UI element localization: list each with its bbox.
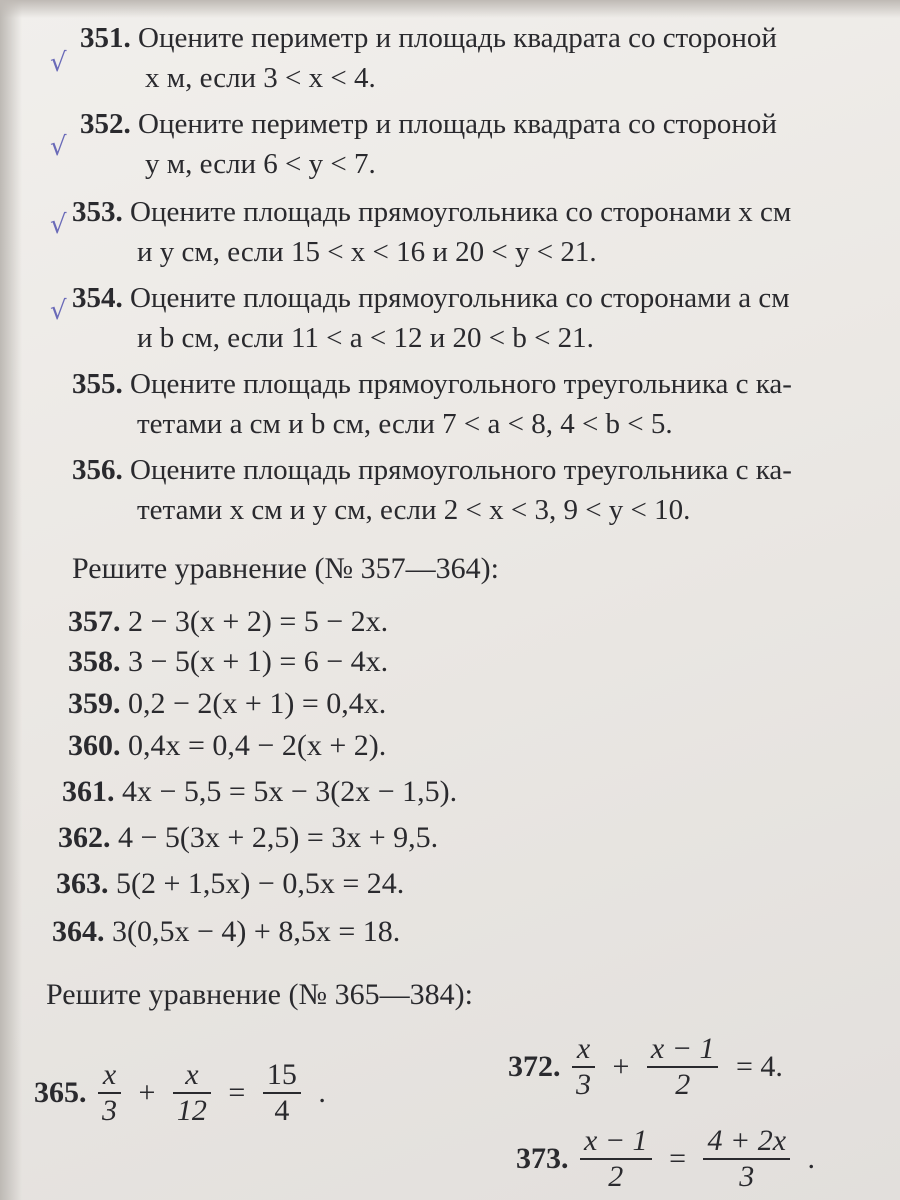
equation-number: 373.: [516, 1142, 569, 1175]
equation-text: 5(2 + 1,5x) − 0,5x = 24.: [116, 867, 405, 900]
equation-number: 362.: [58, 821, 111, 854]
numerator: x: [173, 1058, 211, 1094]
equation-357: [68, 602, 388, 642]
problem-text-line1: Оцените площадь прямоугольного треугольника с ка-: [130, 454, 792, 486]
problem-text-line1: Оцените периметр и площадь квадрата со стороной: [138, 108, 777, 140]
numerator: x: [98, 1058, 121, 1094]
check-mark-354: √: [50, 296, 67, 326]
equation-361: [62, 772, 457, 812]
check-mark-353: √: [50, 210, 67, 240]
equation-373: [516, 1124, 821, 1194]
fraction: [703, 1124, 790, 1194]
problem-text-line1: Оцените периметр и площадь квадрата со стороной: [138, 22, 777, 54]
numerator: x − 1: [580, 1124, 652, 1160]
denominator: 12: [176, 1094, 207, 1127]
denominator: 3: [102, 1094, 117, 1127]
equation-number: 361.: [62, 775, 115, 808]
equation-text: 4 − 5(3x + 2,5) = 3x + 9,5.: [118, 821, 439, 854]
equation-number: 357.: [68, 605, 121, 638]
equation-372: [508, 1032, 789, 1102]
denominator: 4: [274, 1094, 290, 1127]
fraction: [173, 1058, 211, 1128]
problem-text-line2: тетами x см и y см, если 2 < x < 3, 9 < y < 10.: [137, 494, 691, 526]
equation-number: 358.: [68, 645, 121, 678]
plus-sign: +: [138, 1076, 156, 1109]
equation-text: 3 − 5(x + 1) = 6 − 4x.: [128, 645, 389, 678]
period: .: [807, 1142, 816, 1175]
problem-number: 355.: [72, 368, 123, 400]
period: .: [318, 1076, 326, 1109]
problem-number: 354.: [72, 282, 123, 314]
problem-355: [72, 364, 872, 444]
problem-number: 356.: [72, 454, 123, 486]
equation-text: 0,2 − 2(x + 1) = 0,4x.: [128, 687, 387, 720]
fraction: [572, 1032, 595, 1102]
problem-353: [72, 192, 872, 272]
problem-number: 351.: [80, 22, 131, 54]
equation-360: [68, 726, 386, 766]
numerator: 4 + 2x: [703, 1124, 790, 1160]
equals-four: = 4.: [735, 1050, 783, 1083]
problem-text-line1: Оцените площадь прямоугольника со сторонами a см: [130, 282, 790, 314]
equation-number: 372.: [508, 1050, 561, 1083]
numerator: x − 1: [647, 1032, 719, 1068]
fraction: [263, 1058, 301, 1128]
problem-text-line2: тетами a см и b см, если 7 < a < 8, 4 < b < 5.: [137, 408, 673, 440]
problem-356: [72, 450, 872, 530]
problem-text-line2: y м, если 6 < y < 7.: [145, 148, 376, 180]
equation-362: [58, 818, 438, 858]
equation-358: [68, 642, 388, 682]
equation-number: 359.: [68, 687, 121, 720]
equation-365: [34, 1058, 332, 1128]
plus-sign: +: [612, 1050, 630, 1083]
equation-number: 363.: [56, 867, 109, 900]
check-mark-351: √: [50, 48, 67, 78]
equation-number: 360.: [68, 729, 121, 762]
equation-363: [56, 864, 404, 904]
equation-text: 0,4x = 0,4 − 2(x + 2).: [128, 729, 387, 762]
equals-sign: =: [228, 1076, 246, 1109]
problem-number: 353.: [72, 196, 123, 228]
equation-text: 2 − 3(x + 2) = 5 − 2x.: [128, 605, 389, 638]
equation-number: 364.: [52, 915, 105, 948]
equation-364: [52, 912, 400, 952]
problem-text-line1: Оцените площадь прямоугольника со сторонами x см: [130, 196, 792, 228]
denominator: 2: [608, 1160, 624, 1193]
equals-sign: =: [669, 1142, 686, 1175]
page-top-shadow: [0, 0, 900, 18]
section-title-365-384: Решите уравнение (№ 365—384):: [46, 978, 473, 1011]
numerator: x: [572, 1032, 595, 1068]
check-mark-352: √: [50, 132, 67, 162]
denominator: 3: [739, 1160, 755, 1193]
problem-text-line2: и y см, если 15 < x < 16 и 20 < y < 21.: [137, 236, 597, 268]
page-fold-shadow: [0, 0, 22, 1200]
equation-number: 365.: [34, 1076, 87, 1109]
numerator: 15: [263, 1058, 301, 1094]
problem-352: [80, 104, 880, 184]
equation-text: 3(0,5x − 4) + 8,5x = 18.: [112, 915, 401, 948]
equation-text: 4x − 5,5 = 5x − 3(2x − 1,5).: [122, 775, 458, 808]
fraction: [580, 1124, 652, 1194]
problem-351: [80, 18, 880, 98]
problem-text-line1: Оцените площадь прямоугольного треугольника с ка-: [130, 368, 792, 400]
problem-text-line2: и b см, если 11 < a < 12 и 20 < b < 21.: [137, 322, 594, 354]
section-title-357-364: Решите уравнение (№ 357—364):: [72, 552, 499, 585]
problem-text-line2: x м, если 3 < x < 4.: [145, 62, 376, 94]
fraction: [647, 1032, 719, 1102]
denominator: 3: [576, 1068, 591, 1101]
problem-354: [72, 278, 872, 358]
problem-number: 352.: [80, 108, 131, 140]
denominator: 2: [675, 1068, 691, 1101]
fraction: [98, 1058, 121, 1128]
equation-359: [68, 684, 386, 724]
